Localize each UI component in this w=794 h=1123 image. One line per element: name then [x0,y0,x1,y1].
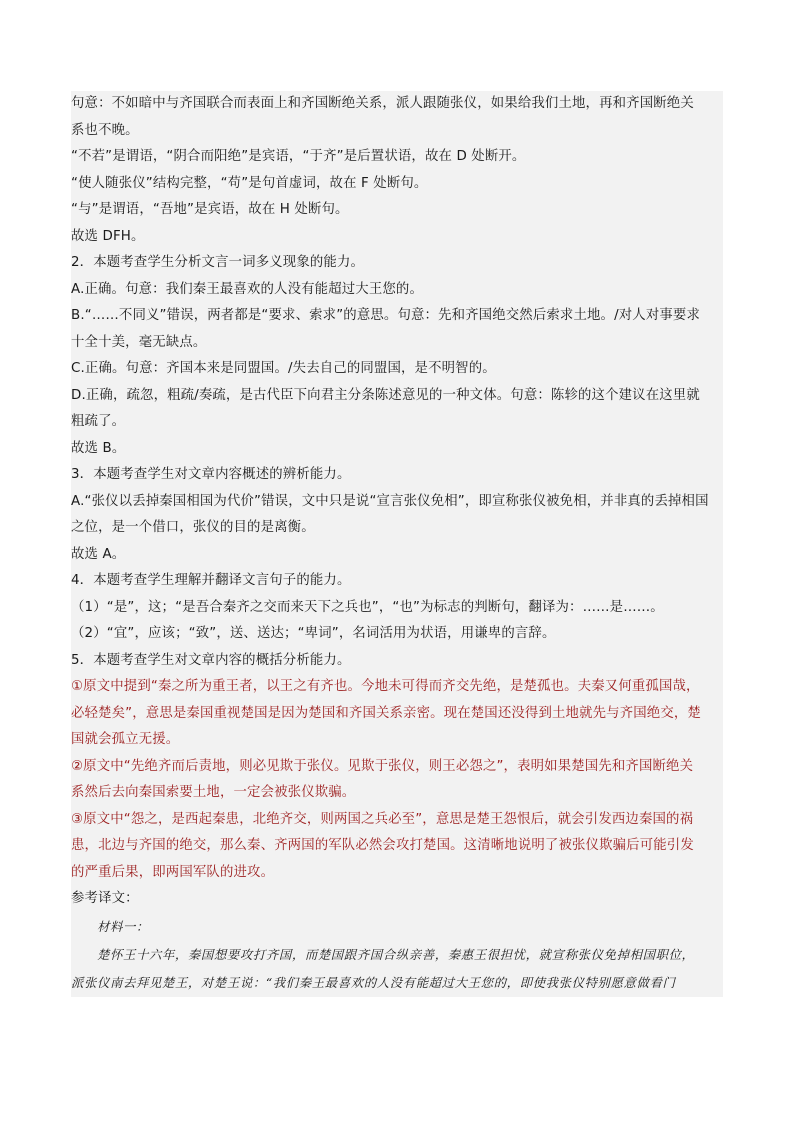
text-line: 故选 DFH。 [71,228,145,244]
text-line: 粗疏了。 [71,414,126,429]
text-line: A.“张仪以丢掉秦国相国为代价”错误，文中只是说“宣言张仪免相”，即宣称张仪被免相，并非真的丢掉相国 [71,493,709,509]
text-line: 参考译文： [71,891,139,906]
text-line: 2．本题考查学生分析文言一词多义现象的能力。 [71,255,365,270]
text-line: 派张仪南去拜见楚王，对楚王说：“我们秦王最喜欢的人没有能超过大王您的，即使我张仪特别愿意做看门 [71,974,676,990]
text-line: 系然后去向秦国索要土地，一定会被张仪欺骗。 [71,785,356,800]
text-line: A.正确。句意：我们秦王最喜欢的人没有能超过大王您的。 [71,281,423,297]
text-line: 故选 A。 [71,546,126,562]
document-body [71,91,723,997]
text-line: 3．本题考查学生对文章内容概述的辨析能力。 [71,467,351,482]
text-line: ②原文中“先绝齐而后责地，则必见欺于张仪。见欺于张仪，则王必怨之”，表明如果楚国先和齐国断绝关 [71,758,694,774]
text-line: 十全十美，毫无缺点。 [71,334,207,350]
text-line: 4．本题考查学生理解并翻译文言句子的能力。 [71,573,351,588]
text-line: （1）“是”，这；“是吾合秦齐之交而来天下之兵也”，“也”为标志的判断句，翻译为：……是……。 [71,599,664,615]
text-line: 5．本题考查学生对文章内容的概括分析能力。 [71,652,351,668]
text-line: （2）“宜”，应该；“致”，送、送达；“卑词”，名词活用为状语，用谦卑的言辞。 [71,626,556,641]
text-line: 材料一： [71,918,149,934]
text-line: 必轻楚矣”，意思是秦国重视楚国是因为楚国和齐国关系亲密。现在楚国还没得到土地就先与齐国绝交，楚 [71,705,701,721]
text-line: 患，北边与齐国的绝交，那么秦、齐两国的军队必然会攻打楚国。这清晰地说明了被张仪欺骗后可能引发 [71,838,694,853]
text-line: 句意：不如暗中与齐国联合而表面上和齐国断绝关系，派人跟随张仪，如果给我们土地，再和齐国断绝关 [71,96,694,111]
text-line: “与”是谓语，“吾地”是宾语，故在 H 处断句。 [71,202,349,217]
text-line: “不若”是谓语，“阴合而阳绝”是宾语，“于齐”是后置状语，故在 D 处断开。 [71,149,526,164]
text-line: 故选 B。 [71,440,126,456]
text-line: D.正确，疏忽，粗疏/奏疏，是古代臣下向君主分条陈述意见的一种文体。句意：陈轸的这个建议在这里就 [71,387,700,403]
text-line: B.“……不同义”错误，两者都是“要求、索求”的意思。句意：先和齐国绝交然后索求土地。/对人对事要求 [71,308,700,323]
text-line: ①原文中提到“秦之所为重王者，以王之有齐也。今地未可得而齐交先绝，是楚孤也。夫秦又何重孤国哉， [71,679,700,694]
text-line: C.正确。句意：齐国本来是同盟国。/失去自己的同盟国，是不明智的。 [71,361,496,376]
text-line: 国就会孤立无援。 [71,732,180,747]
text-line: 之位，是一个借口，张仪的目的是离衡。 [71,520,315,535]
text-line: 楚怀王十六年，秦国想要攻打齐国，而楚国跟齐国合纵亲善，秦惠王很担忧，就宣称张仪免掉相国职位， [71,946,695,962]
text-line: 系也不晚。 [71,122,139,138]
text-line: ③原文中“怨之，是西起秦患，北绝齐交，则两国之兵必至”，意思是楚王怨恨后，就会引发西边秦国的祸 [71,811,694,827]
text-line: 的严重后果，即两国军队的进攻。 [71,864,275,880]
text-line: “使人随张仪”结构完整，“苟”是句首虚词，故在 F 处断句。 [71,175,428,191]
